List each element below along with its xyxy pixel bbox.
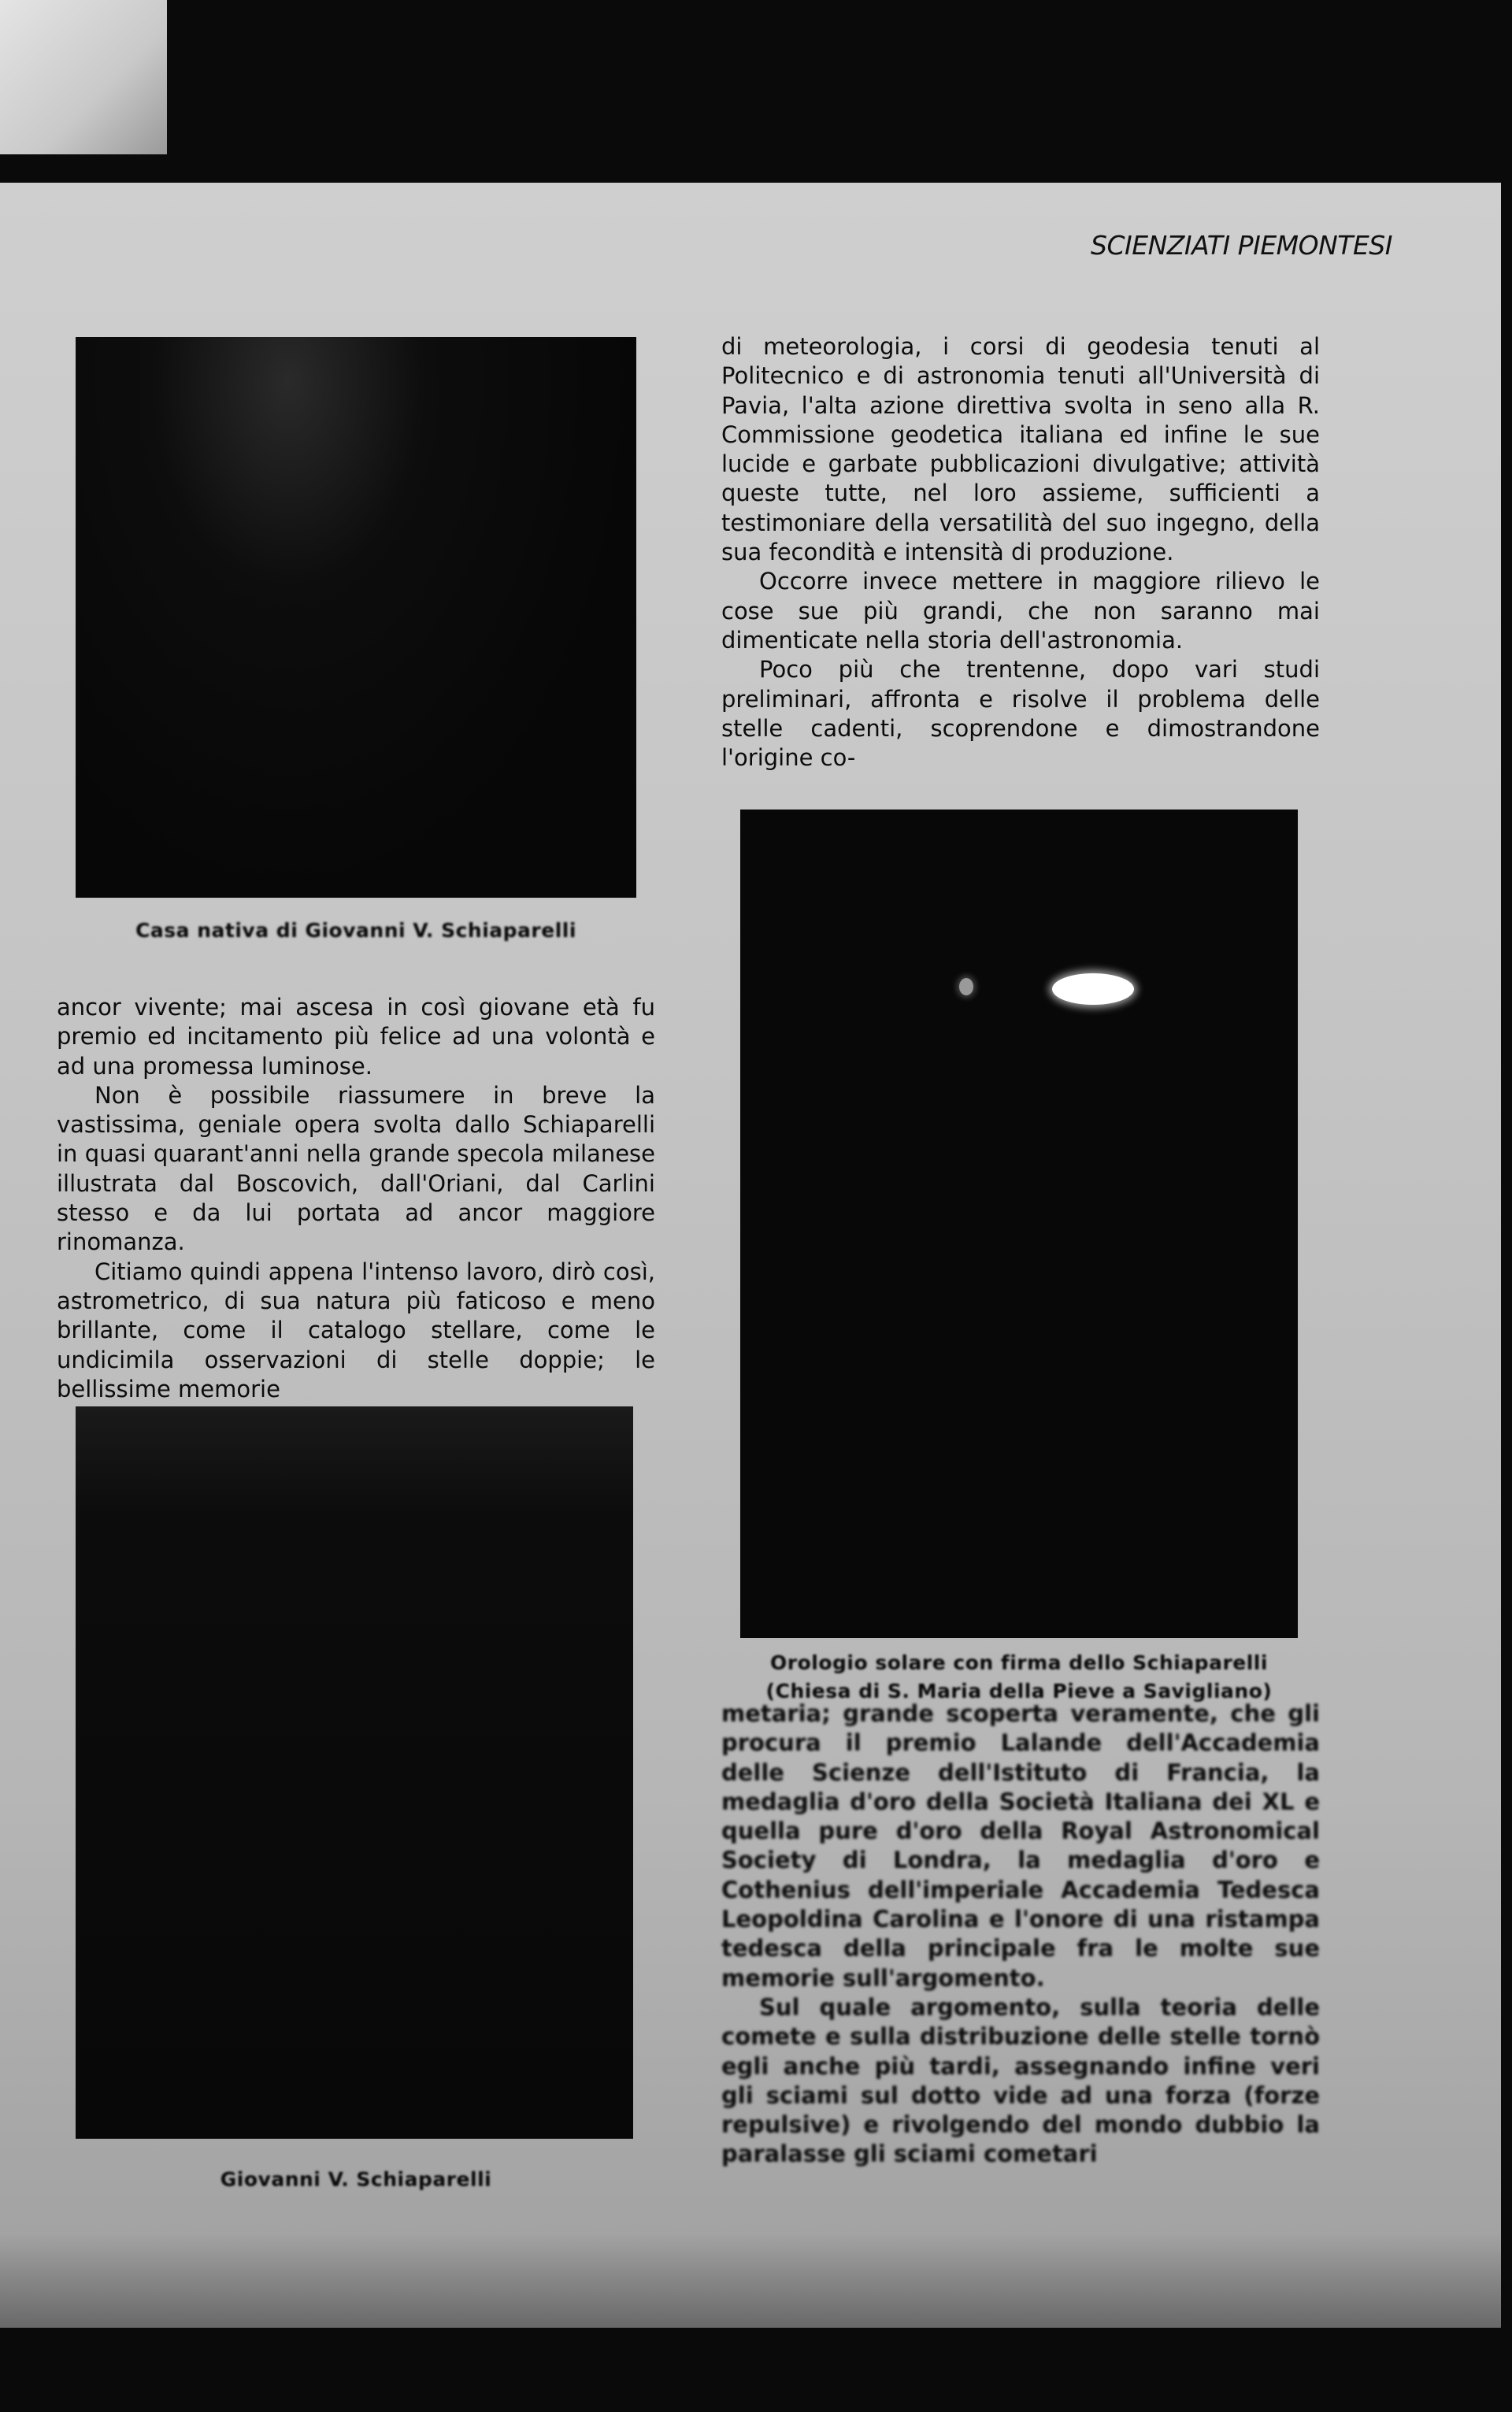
- paragraph: metaria; grande scoperta veramente, che gli procura il premio Lalande dell'Accademia delle Scienze dell'Istituto di Francia, la medaglia d'oro della Società Italiana dei XL e quella pure d'oro della Royal Astronomical Society di Londra, la medaglia d'oro e Cothenius dell'imperiale Accademia Tedesca Leopoldina Carolina e l'onore di una ristampa tedesca della principale fra le molte sue memorie sull'argomento.: [721, 1700, 1320, 1991]
- light-spot-small: [959, 978, 973, 995]
- photo-birth-house: [76, 337, 636, 898]
- paragraph: Sul quale argomento, sulla teoria delle comete e sulla distribuzione delle stelle tornò egli anche più tardi, assegnando infine veri gli sciami sul dotto vide ad una forza (forze repulsive) e rivolgendo del mondo dubbio la paralasse gli sciami cometari: [721, 1993, 1320, 2168]
- photo-sundial: [740, 810, 1298, 1638]
- light-spot: [1052, 973, 1134, 1005]
- caption-birth-house: Casa nativa di Giovanni V. Schiaparelli: [135, 919, 576, 942]
- paragraph: ancor vivente; mai ascesa in così giovane età fu premio ed incitamento più felice ad una volontà e ad una promessa luminose.: [57, 994, 655, 1080]
- caption-line: Orologio solare con firma dello Schiaparelli: [770, 1651, 1268, 1674]
- book-page: [0, 183, 1501, 2328]
- text-column-right-bottom: [721, 1699, 1320, 2169]
- caption-line: (Chiesa di S. Maria della Pieve a Savigliano): [765, 1680, 1273, 1702]
- text-column-right-top: [721, 332, 1320, 773]
- scan-corner-artifact: [0, 0, 167, 154]
- photo-portrait: [76, 1406, 633, 2139]
- caption-sundial: [724, 1649, 1314, 1706]
- paragraph: Citiamo quindi appena l'intenso lavoro, dirò così, astrometrico, di sua natura più faticoso e meno brillante, come il catalogo stellare, come le undicimila osservazioni di stelle doppie; le bellissime memorie: [57, 1258, 655, 1402]
- caption-portrait: Giovanni V. Schiaparelli: [220, 2168, 492, 2191]
- paragraph: Occorre invece mettere in maggiore rilievo le cose sue più grandi, che non saranno mai dimenticate nella storia dell'astronomia.: [721, 568, 1320, 654]
- text-column-left: [57, 993, 655, 1404]
- running-header: SCIENZIATI PIEMONTESI: [1091, 230, 1392, 261]
- paragraph: di meteorologia, i corsi di geodesia tenuti al Politecnico e di astronomia tenuti all'Università di Pavia, l'alta azione direttiva svolta in seno alla R. Commissione geodetica italiana ed infine le sue lucide e garbate pubblicazioni divulgative; attività queste tutte, nel loro assieme, sufficienti a testimoniare della versatilità del suo ingegno, della sua fecondità e intensità di produzione.: [721, 333, 1320, 566]
- paragraph: Non è possibile riassumere in breve la vastissima, geniale opera svolta dallo Schiaparelli in quasi quarant'anni nella grande specola milanese illustrata dal Boscovich, dall'Oriani, dal Carlini stesso e da lui portata ad ancor maggiore rinomanza.: [57, 1081, 655, 1256]
- paragraph: Poco più che trentenne, dopo vari studi preliminari, affronta e risolve il problema delle stelle cadenti, scoprendone e dimostrandone l'origine co-: [721, 656, 1320, 772]
